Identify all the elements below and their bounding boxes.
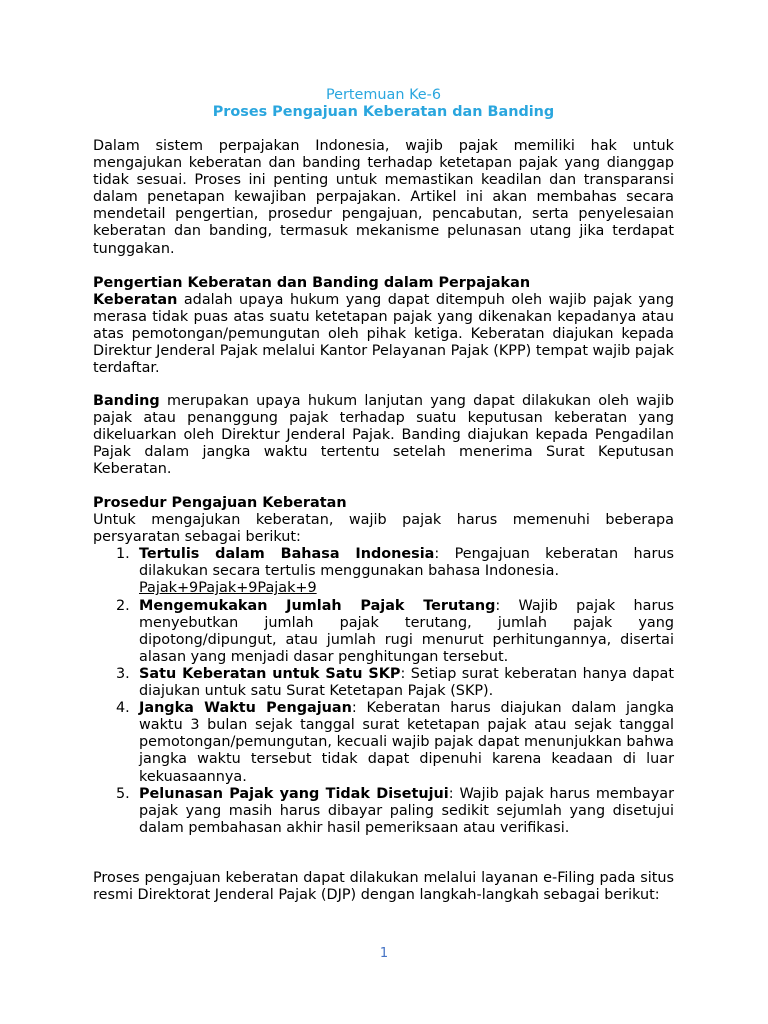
list-item-text: : Wajib pajak harus membayar pajak yang masih harus dibayar paling sedikit sejumlah yang disetujui dalam pembahasan akhir hasil pemeriksaan atau verifikasi. [139, 785, 675, 836]
list-item [93, 786, 674, 837]
closing-paragraph: Proses pengajuan keberatan dapat dilakukan melalui layanan e-Filing pada situs resmi Direktorat Jenderal Pajak (DJP) dengan langkah-langkah sebagai berikut: [93, 870, 674, 904]
list-item [93, 546, 674, 597]
list-item-term: Tertulis dalam Bahasa Indonesia [139, 546, 435, 563]
banding-paragraph [93, 393, 674, 478]
list-item [93, 598, 674, 666]
list-item-term: Mengemukakan Jumlah Pajak Terutang [139, 597, 496, 614]
list-item-number: 2. [116, 597, 130, 614]
page-number: 1 [379, 946, 389, 961]
source-link[interactable]: Pajak+9Pajak+9Pajak+9 [139, 580, 317, 597]
section-procedure [93, 495, 674, 837]
list-item-number: 4. [116, 700, 130, 717]
section-heading-procedure: Prosedur Pengajuan Keberatan [93, 495, 347, 511]
keberatan-text: adalah upaya hukum yang dapat ditempuh oleh wajib pajak yang merasa tidak puas atas suatu ketetapan pajak yang dikenakan kepadanya atau atas pemotongan/pemungutan oleh pihak ketiga. Keberatan diajukan kepada Direktur Jenderal Pajak melalui Kantor Pelayanan Pajak (KPP) tempat wajib pajak terdaftar. [93, 292, 674, 377]
list-item-term: Satu Keberatan untuk Satu SKP [139, 665, 401, 682]
banding-text: merupakan upaya hukum lanjutan yang dapat dilakukan oleh wajib pajak atau penanggung pajak terhadap suatu keputusan keberatan yang dikeluarkan oleh Direktur Jenderal Pajak. Banding diajukan kepada Pengadilan Pajak dalam jangka waktu tertentu setelah menerima Surat Keputusan Keberatan. [93, 393, 674, 478]
list-item-text: : Wajib pajak harus menyebutkan jumlah pajak terutang, jumlah pajak yang dipotong/dipungut, atau jumlah rugi menurut perhitungannya, disertai alasan yang menjadi dasar penghitungan tersebut. [139, 597, 674, 665]
list-item [93, 666, 674, 700]
list-item-term: Pelunasan Pajak yang Tidak Disetujui [139, 785, 449, 802]
procedure-lead: Untuk mengajukan keberatan, wajib pajak harus memenuhi beberapa persyaratan sebagai berikut: [93, 512, 674, 546]
keberatan-paragraph [93, 292, 674, 377]
list-item-text: : Setiap surat keberatan hanya dapat diajukan untuk satu Surat Ketetapan Pajak (SKP). [139, 665, 674, 700]
list-item [93, 700, 674, 785]
section-definition [93, 275, 674, 378]
list-item-term: Jangka Waktu Pengajuan [139, 700, 352, 717]
keberatan-term: Keberatan [93, 292, 178, 309]
requirements-list [93, 546, 674, 837]
list-item-number: 5. [116, 785, 130, 802]
list-item-number: 1. [116, 546, 130, 563]
list-item-text: : Pengajuan keberatan harus dilakukan secara tertulis menggunakan bahasa Indonesia. [139, 546, 674, 580]
list-item-number: 3. [116, 665, 130, 682]
document-title: Proses Pengajuan Keberatan dan Banding [212, 104, 555, 120]
intro-paragraph: Dalam sistem perpajakan Indonesia, wajib pajak memiliki hak untuk mengajukan keberatan dan banding terhadap ketetapan pajak yang dianggap tidak sesuai. Proses ini penting untuk memastikan keadilan dan transparansi dalam penetapan kewajiban perpajakan. Artikel ini akan membahas secara mendetail pengertian, prosedur pengajuan, pencabutan, serta penyelesaian keberatan dan banding, termasuk mekanisme pelunasan utang jika terdapat tunggakan. [93, 138, 674, 257]
section-heading-definition: Pengertian Keberatan dan Banding dalam Perpajakan [93, 275, 531, 291]
document-subtitle: Pertemuan Ke-6 [325, 87, 441, 103]
banding-term: Banding [93, 393, 160, 409]
list-item-text: : Keberatan harus diajukan dalam jangka waktu 3 bulan sejak tanggal surat ketetapan pajak atau sejak tanggal pemotongan/pemungutan, kecuali wajib pajak dapat menunjukkan bahwa jangka waktu tersebut tidak dapat dipenuhi karena keadaan di luar kekuasaannya. [139, 700, 675, 785]
